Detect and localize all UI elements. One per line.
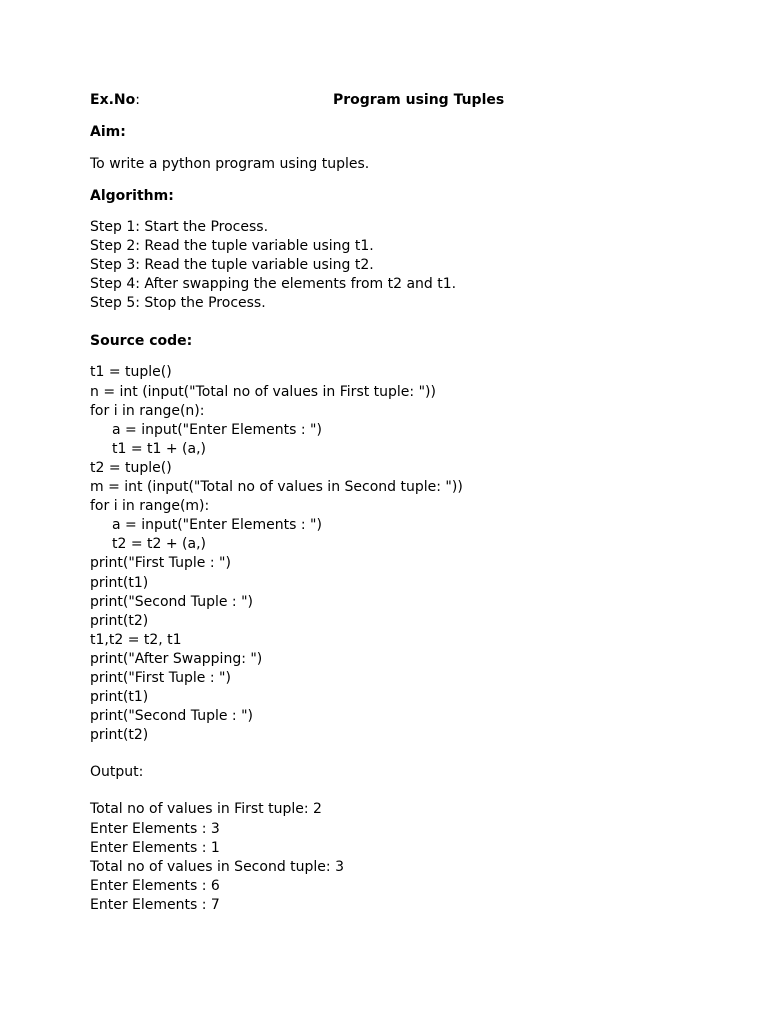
code-line: m = int (input("Total no of values in Second tuple: ")) <box>90 479 463 496</box>
aim-text: To write a python program using tuples. <box>90 156 370 172</box>
output-line: Enter Elements : 3 <box>90 820 220 837</box>
document-page <box>90 90 730 915</box>
code-line: print("Second Tuple : ") <box>90 593 253 610</box>
code-line: a = input("Enter Elements : ") <box>112 517 322 534</box>
algorithm-heading: Algorithm: <box>90 188 174 204</box>
output-line: Enter Elements : 1 <box>90 839 220 856</box>
code-line: for i in range(m): <box>90 498 210 515</box>
output-line: Enter Elements : 6 <box>90 877 220 894</box>
output-heading: Output: <box>90 764 144 781</box>
code-line: for i in range(n): <box>90 402 205 419</box>
code-line: t1 = tuple() <box>90 364 172 381</box>
code-line: a = input("Enter Elements : ") <box>112 421 322 438</box>
document-header <box>90 90 730 111</box>
algorithm-step: Step 2: Read the tuple variable using t1. <box>90 238 374 255</box>
algorithm-step: Step 4: After swapping the elements from t2 and t1. <box>90 276 457 293</box>
code-line: print("Second Tuple : ") <box>90 708 253 725</box>
source-code-block <box>90 363 730 745</box>
code-line: print("First Tuple : ") <box>90 555 231 572</box>
output-block <box>90 800 730 915</box>
code-line: t2 = tuple() <box>90 459 172 476</box>
code-line: print(t2) <box>90 727 149 744</box>
output-line: Total no of values in First tuple: 2 <box>90 801 322 818</box>
output-heading-wrap <box>90 763 730 782</box>
source-code-heading: Source code: <box>90 333 193 350</box>
code-line: t1 = t1 + (a,) <box>112 440 207 457</box>
exercise-number-label: Ex.No: <box>90 92 140 108</box>
output-line: Enter Elements : 7 <box>90 896 220 913</box>
output-line: Total no of values in Second tuple: 3 <box>90 858 344 875</box>
code-line: print("After Swapping: ") <box>90 650 263 667</box>
code-line: print(t1) <box>90 689 149 706</box>
algorithm-step: Step 1: Start the Process. <box>90 219 269 235</box>
aim-heading: Aim: <box>90 124 126 140</box>
algorithm-step: Step 5: Stop the Process. <box>90 295 266 312</box>
algorithm-steps <box>90 218 730 313</box>
code-line: print(t1) <box>90 574 149 591</box>
code-line: print(t2) <box>90 612 149 629</box>
algorithm-step: Step 3: Read the tuple variable using t2. <box>90 257 374 274</box>
code-line: t1,t2 = t2, t1 <box>90 631 182 648</box>
code-line: n = int (input("Total no of values in First tuple: ")) <box>90 383 436 400</box>
code-line: print("First Tuple : ") <box>90 669 231 686</box>
document-title: Program using Tuples <box>333 92 505 108</box>
code-line: t2 = t2 + (a,) <box>112 536 207 553</box>
